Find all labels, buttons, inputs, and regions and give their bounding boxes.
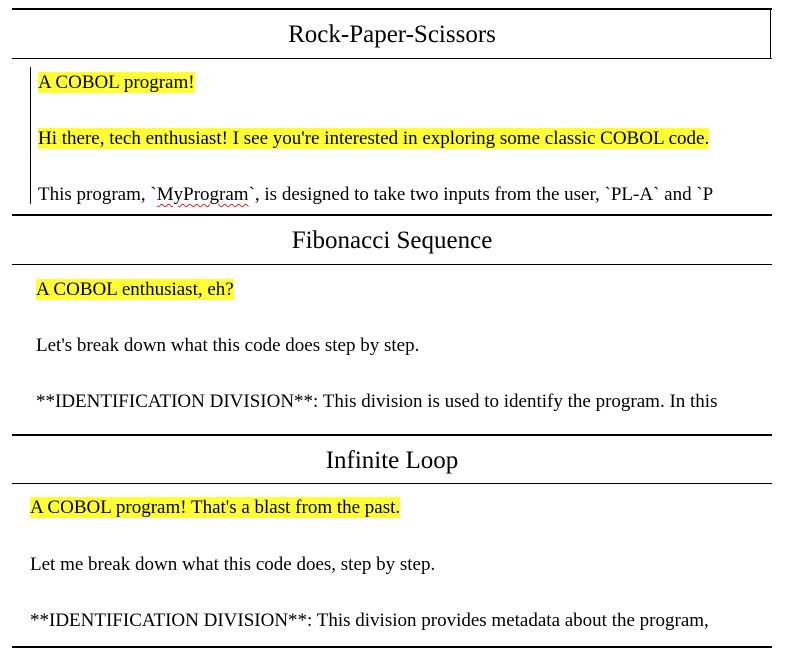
section-1-line-1-text: A COBOL program! bbox=[38, 72, 195, 93]
section-1-line-3-pre: This program, ` bbox=[38, 184, 157, 205]
section-3-line-2-text: Let me break down what this code does, step by step. bbox=[30, 554, 436, 575]
section-3-line-1-text: A COBOL program! That's a blast from the past. bbox=[30, 497, 401, 518]
section-1-left-border bbox=[30, 67, 31, 204]
section-1-title: Rock-Paper-Scissors bbox=[288, 21, 496, 48]
section-2-line-2 bbox=[36, 333, 419, 359]
section-1-line-3-post: `, is designed to take two inputs from the user, `PL-A` and `P bbox=[248, 184, 714, 205]
section-2-line-1-text: A COBOL enthusiast, eh? bbox=[36, 279, 234, 300]
section-3-line-3 bbox=[30, 608, 758, 634]
section-2-title: Fibonacci Sequence bbox=[291, 227, 493, 254]
section-3-line-1 bbox=[30, 495, 400, 521]
section-1-top-rule bbox=[12, 8, 772, 10]
section-2-top-rule bbox=[12, 214, 772, 216]
section-3-line-2 bbox=[30, 552, 435, 578]
section-3-line-3-text: **IDENTIFICATION DIVISION**: This division provides metadata about the program, bbox=[30, 610, 709, 631]
section-3-title-rule bbox=[12, 483, 772, 484]
spellcheck-flagged-word: MyProgram bbox=[156, 184, 249, 205]
section-2-line-3-text: **IDENTIFICATION DIVISION**: This division is used to identify the program. In this bbox=[36, 391, 718, 412]
section-1-line-2 bbox=[38, 126, 754, 152]
section-3-bottom-rule bbox=[12, 646, 772, 648]
section-3-top-rule bbox=[12, 434, 772, 436]
section-1-line-3 bbox=[38, 182, 754, 208]
section-1-title-rule bbox=[12, 58, 772, 59]
section-2-title-rule bbox=[12, 264, 772, 265]
section-2-line-3 bbox=[36, 389, 754, 415]
section-1-line-1 bbox=[38, 70, 195, 96]
section-2-line-2-text: Let's break down what this code does step by step. bbox=[36, 335, 420, 356]
section-1-line-2-text: Hi there, tech enthusiast! I see you're interested in exploring some classic COBOL code. bbox=[38, 128, 710, 149]
section-2-line-1 bbox=[36, 277, 234, 303]
section-3-title: Infinite Loop bbox=[325, 447, 459, 474]
